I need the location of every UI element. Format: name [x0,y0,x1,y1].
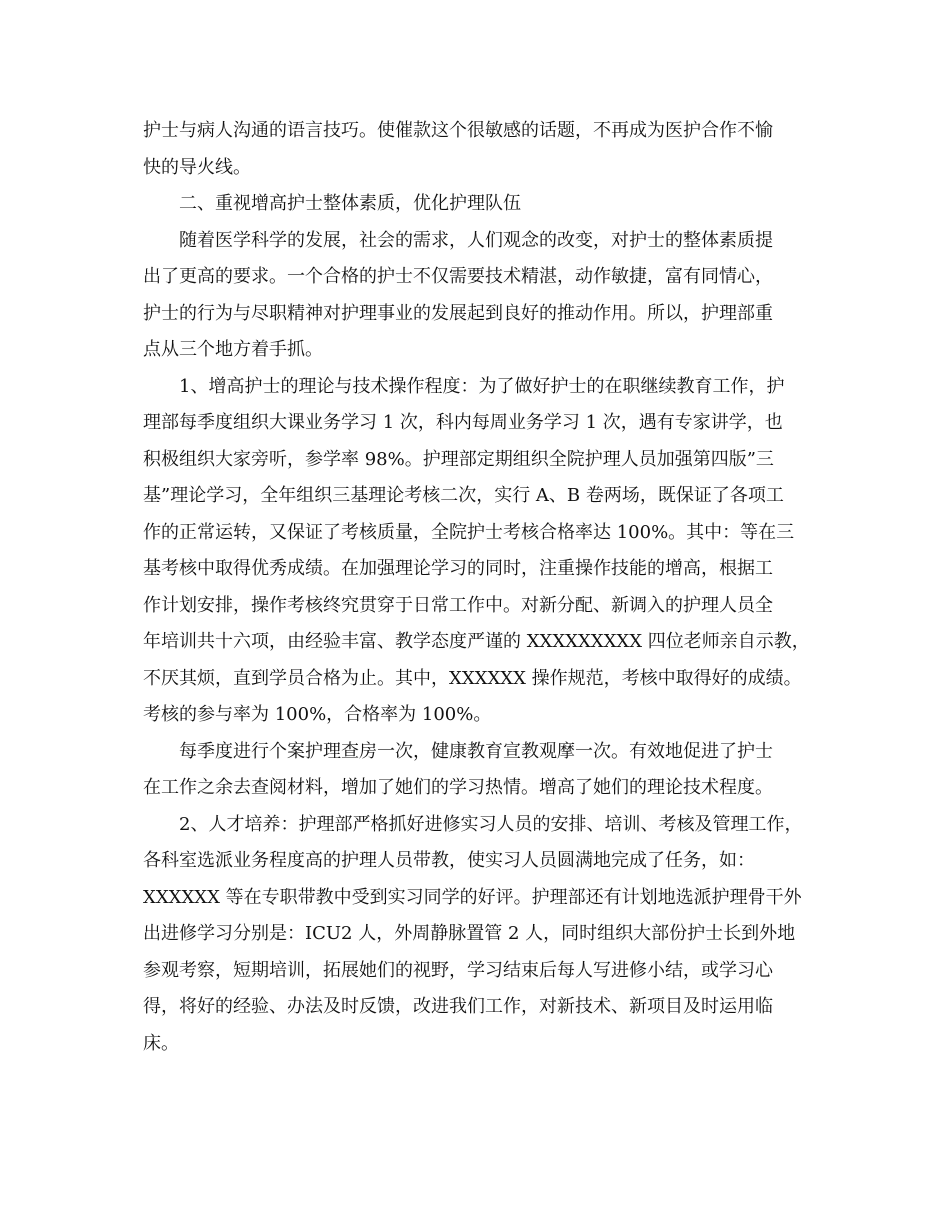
section-heading: 二、重视增高护士整体素质，优化护理队伍 [179,193,521,214]
text-line: 护士的行为与尽职精神对护理事业的发展起到良好的推动作用。所以，护理部重 [143,302,773,324]
text-line: 在工作之余去查阅材料，增加了她们的学习热情。增高了她们的理论技术程度。 [143,777,773,798]
text-line: 随着医学科学的发展，社会的需求，人们观念的改变，对护士的整体素质提 [179,229,773,251]
text-line: 出进修学习分别是：ICU2 人，外周静脉置管 2 人，同时组织大部份护士长到外地 [143,923,796,944]
text-line: 点从三个地方着手抓。 [143,339,323,360]
text-line: 每季度进行个案护理查房一次，健康教育宣教观摩一次。有效地促进了护士 [179,740,773,762]
document-body [143,113,815,1062]
text-line: 基”理论学习，全年组织三基理论考核二次，实行 A、B 卷两场，既保证了各项工 [143,485,784,506]
text-line: 基考核中取得优秀成绩。在加强理论学习的同时，注重操作技能的增高，根据工 [143,558,773,579]
text-line: 理部每季度组织大课业务学习 1 次，科内每周业务学习 1 次，遇有专家讲学，也 [143,412,783,433]
text-line: 积极组织大家旁听，参学率 98%。护理部定期组织全院护理人员加强第四版”三 [143,448,774,470]
text-line: 各科室选派业务程度高的护理人员带教，使实习人员圆满地完成了任务，如： [143,850,755,871]
text-line: 年培训共十六项，由经验丰富、教学态度严谨的 XXXXXXXXX 四位老师亲自示教， [143,631,810,652]
text-line: 作的正常运转，又保证了考核质量，全院护士考核合格率达 100%。其中：等在三 [143,521,795,543]
text-line: 参观考察，短期培训，拓展她们的视野，学习结束后每人写进修小结，或学习心 [143,959,773,981]
text-line: XXXXXX 等在专职带教中受到实习同学的好评。护理部还有计划地选派护理骨干外 [143,886,802,908]
text-line: 快的导火线。 [143,156,251,178]
text-line: 不厌其烦，直到学员合格为止。其中，XXXXXX 操作规范，考核中取得好的成绩。 [143,667,802,689]
text-line: 出了更高的要求。一个合格的护士不仅需要技术精湛，动作敏捷，富有同情心， [143,266,773,287]
text-line: 2、人才培养：护理部严格抓好进修实习人员的安排、培训、考核及管理工作， [179,813,803,835]
text-line: 护士与病人沟通的语言技巧。使催款这个很敏感的话题，不再成为医护合作不愉 [143,120,773,141]
text-line: 床。 [143,1032,179,1054]
text-line: 考核的参与率为 100%，合格率为 100%。 [143,704,492,725]
text-line: 作计划安排，操作考核终究贯穿于日常工作中。对新分配、新调入的护理人员全 [143,594,773,616]
text-line: 得，将好的经验、办法及时反馈，改进我们工作，对新技术、新项目及时运用临 [143,996,773,1017]
text-line: 1、增高护士的理论与技术操作程度：为了做好护士的在职继续教育工作，护 [179,375,785,397]
